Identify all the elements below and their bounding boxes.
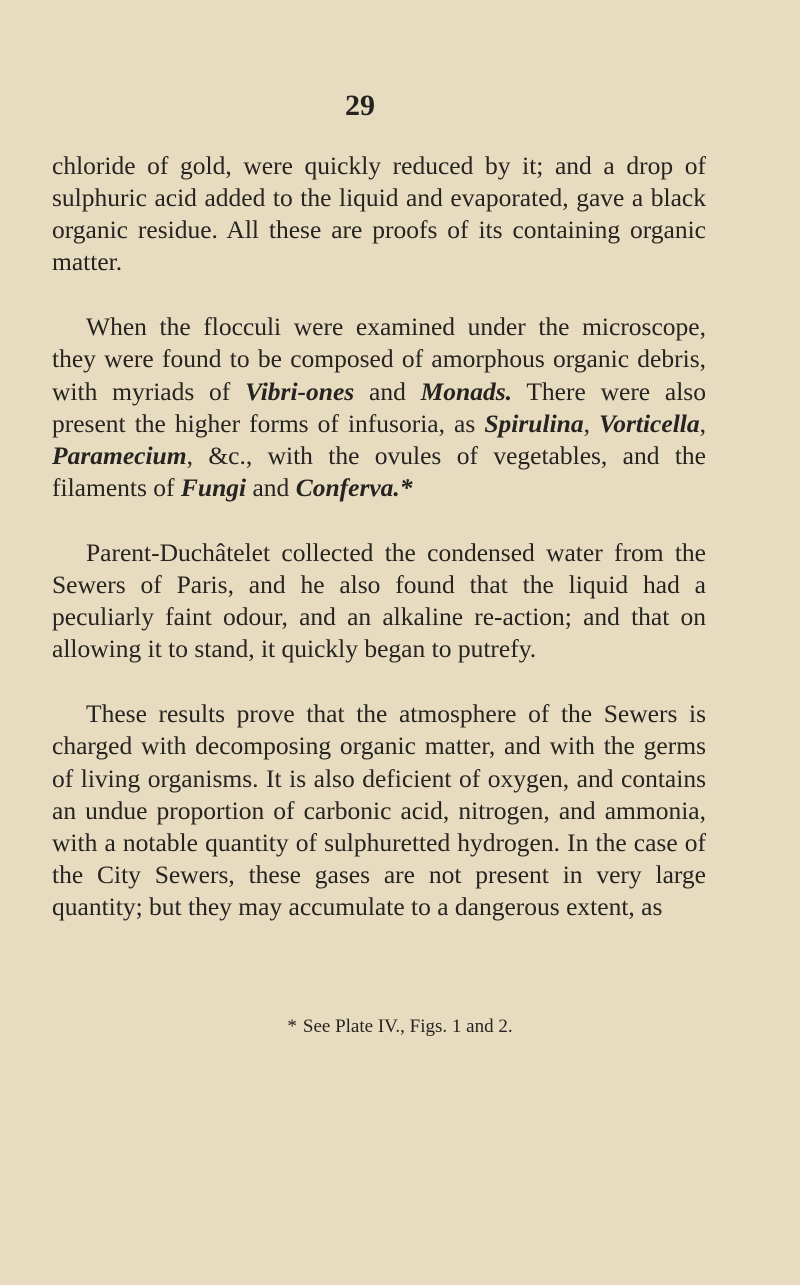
footnote: [0, 1014, 800, 1040]
italic-term: Vibri-ones: [245, 376, 355, 406]
italic-term: Conferva.*: [295, 472, 413, 502]
paragraph-2: [52, 311, 706, 504]
paragraph-3: [52, 537, 706, 665]
body-text: [52, 150, 706, 923]
text-run: , &c., with the ovules of vegetables, and the filaments of: [52, 440, 706, 502]
italic-term: Fungi: [180, 472, 247, 502]
text-run: When the flocculi were examined under the microscope, they were found to be composed of amorphous organic debris, with myriads of: [52, 312, 706, 406]
italic-term: Paramecium: [52, 440, 187, 470]
text-run: These results prove that the atmosphere of the Sewers is charged with decomposing organic matter, and with the germs of living organisms. It is also deficient of oxygen, and contains an undue proportion of carbonic acid, nitrogen, and ammonia, with a notable quantity of sulphuretted hydrogen. In the case of the City Sewers, these gases are not present in very large quantity; but they may accumulate to a dangerous extent, as: [52, 699, 706, 921]
text-run: and: [354, 376, 421, 406]
text-run: and: [246, 472, 296, 502]
text-run: Parent-Duchâtelet collected the condensed water from the Sewers of Paris, and he also found that the liquid had a peculiarly faint odour, and an alkaline re-action; and that on allowing it to stand, it quickly began to putrefy.: [52, 537, 706, 664]
italic-term: Vorticella: [599, 408, 700, 438]
italic-term: Spirulina: [484, 408, 584, 438]
italic-term: Monads.: [420, 376, 513, 406]
text-run: ,: [699, 408, 706, 438]
text-run: ,: [583, 408, 600, 438]
paragraph-1: [52, 150, 706, 278]
footnote-marker: *: [287, 1016, 297, 1037]
paragraph-4: [52, 698, 706, 923]
footnote-text: See Plate IV., Figs. 1 and 2.: [302, 1016, 513, 1037]
text-run: chloride of gold, were quickly reduced by it; and a drop of sulphuric acid added to the liquid and evaporated, gave a black organic residue. All these are proofs of its containing organic matter.: [52, 151, 706, 277]
text-run: There were also present the higher forms of infusoria, as: [52, 376, 706, 438]
page-number: 29: [345, 89, 375, 122]
